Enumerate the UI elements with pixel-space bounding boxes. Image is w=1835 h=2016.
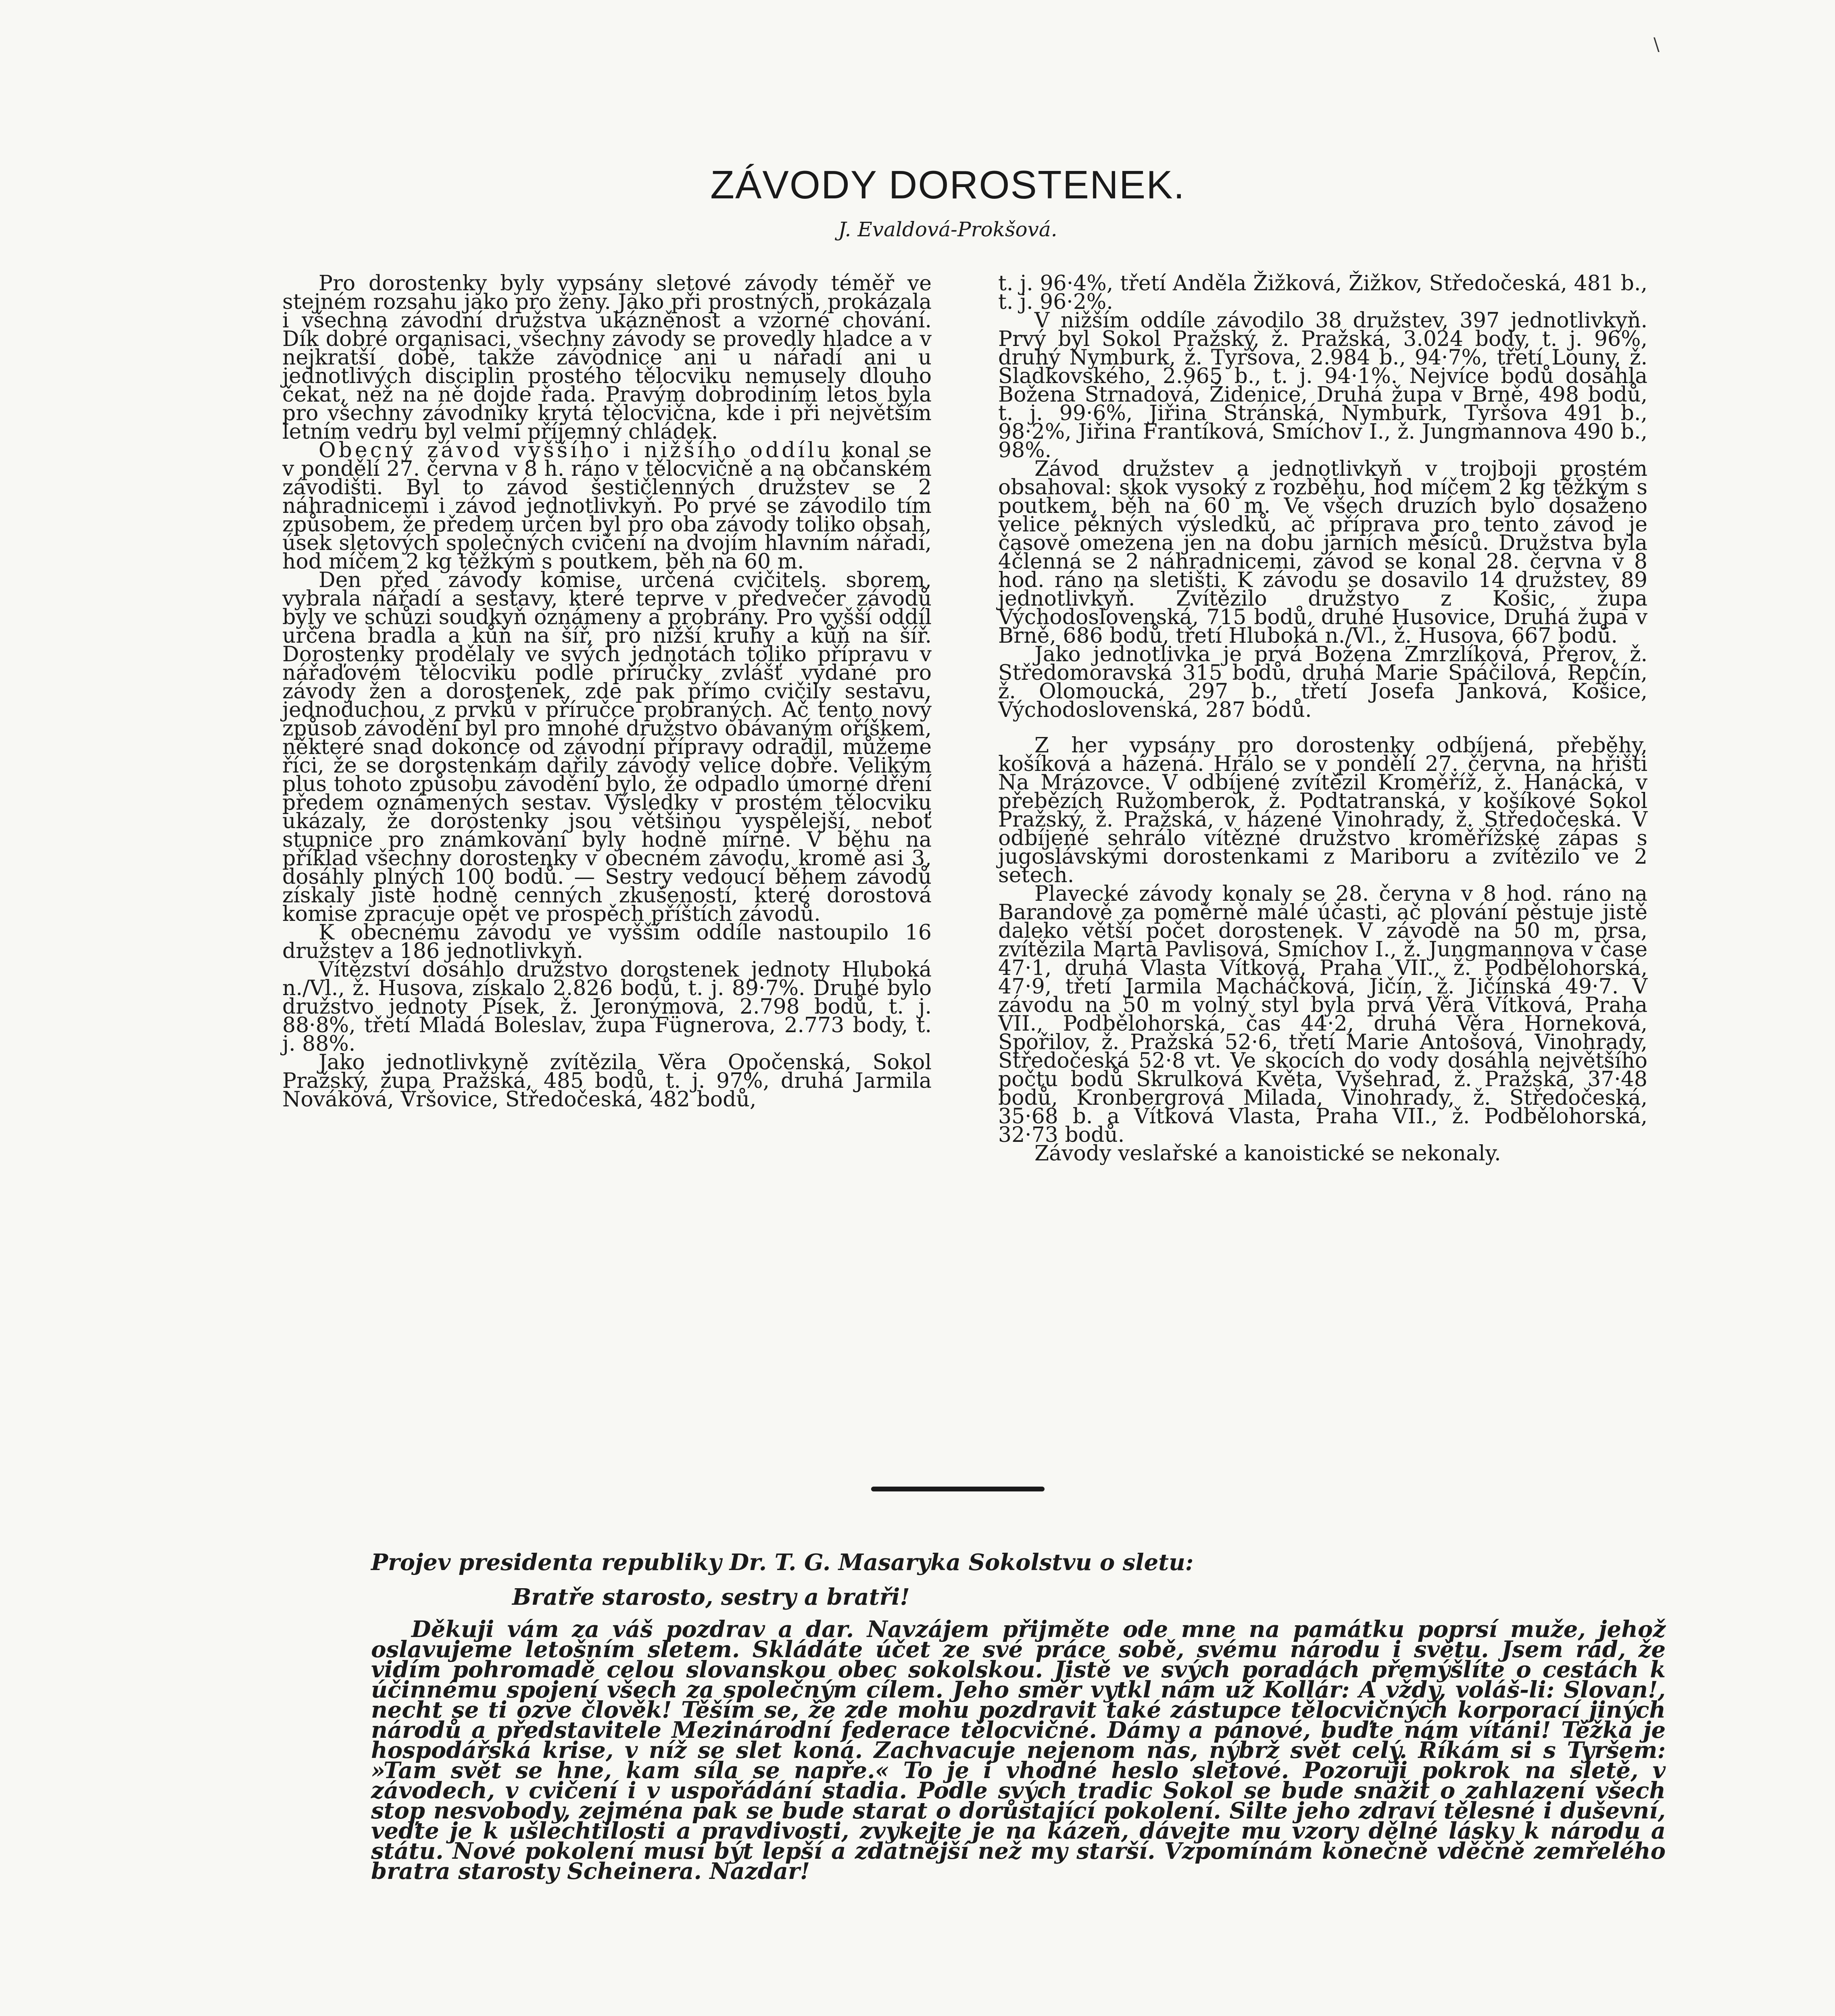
- paragraph: Závod družstev a jednotlivkyň v trojboji prostém obsahoval: skok vysoký z rozběhu, hod míčem 2 kg těžkým s poutkem, běh na 60 m. Ve všech druzích bylo dosaženo velice pěkných výsledků, ač příprava pro tento závod je časově omezena jen na dobu jarních měsíců. Družstva byla 4členná se 2 náhradnicemi, závod se konal 28. června v 8 hod. ráno na sletišti. K závodu se dosavilo 14 družstev, 89 jednotlivkyň. Zvítězilo družstvo z Košic, župa Východoslovenská, 715 bodů, druhé Husovice, Druhá župa v Brně, 686 bodů, třetí Hluboká n./Vl., ž. Husova, 667 bodů.: [998, 457, 1647, 648]
- paragraph: Pro dorostenky byly vypsány sletové závody téměř ve stejném rozsahu jako pro ženy. Jako při prostných, prokázala i všechna závodní družstva ukázněnost a vzorné chování. Dík dobré organisaci, všechny závody se provedly hladce a v nejkratší době, takže závodnice ani u nářadí ani u jednotlivých disciplin prostého tělocviku nemusely dlouho čekat, než na ně dojde řada. Pravým dobrodiním letos byla pro všechny závodníky krytá tělocvična, kde i při největším letním vedru byl velmi příjemný chládek.: [282, 271, 932, 444]
- speech-heading: Projev presidenta republiky Dr. T. G. Masaryka Sokolstvu o sletu:: [371, 1549, 1194, 1576]
- paragraph-rest: konal se v pondělí 27. června v 8 h. ráno v tělocvičně a na občanském závodišti. Byl to závod šestičlenných družstev se 2 náhradnicemi i závod jednotlivkyň. Po prvé se závodilo tím způsobem, že předem určen byl pro oba závody toliko obsah, úsek sletových společných cvičení na dvojím hlavním nářadí, hod míčem 2 kg těžkým s poutkem, běh na 60 m.: [282, 438, 932, 574]
- paragraph: Z her vypsány pro dorostenky odbíjená, přeběhy, košíková a házená. Hrálo se v pondělí 27. června, na hřišti Na Mrázovce. V odbíjené zvítězil Kroměříž, ž. Hanácká, v přebězích Ružomberok, ž. Podtatranská, v košíkové Sokol Pražský, ž. Pražská, v házené Vinohrady, ž. Středočeská. V odbíjené sehrálo vítězné družstvo kroměřížské zápas s jugoslávskými dorostenkami z Mariboru a zvítězilo ve 2 setech.: [998, 733, 1647, 887]
- left-column: [282, 271, 932, 1112]
- president-speech: [371, 1549, 1666, 1885]
- paragraph: Plavecké závody konaly se 28. června v 8 hod. ráno na Barandově za poměrně malé účasti, ač plování pěstuje jistě daleko větší počet dorostenek. V závodě na 50 m, prsa, zvítězila Marta Pavlisová, Smíchov I., ž. Jungmannova v čase 47·1, druhá Vlasta Vítková, Praha VII., ž. Podbělohorská, 47·9, třetí Jarmila Macháčková, Jičín, ž. Jičínská 49·7. V závodu na 50 m volný styl byla prvá Věra Vítková, Praha VII., Podbělohorská, čas 44·2, druhá Věra Horneková, Spořilov, ž. Pražská 52·6, třetí Marie Antošová, Vinohrady, Středočeská 52·8 vt. Ve skocích do vody dosáhla největšího počtu bodů Skrulková Květa, Vyšehrad, ž. Pražská, 37·48 bodů, Kronbergrová Milada, Vinohrady, ž. Středočeská, 35·68 b. a Vítková Vlasta, Praha VII., ž. Podbělohorská, 32·73 bodů.: [998, 882, 1647, 1147]
- paragraph: K obecnému závodu ve vyšším oddíle nastoupilo 16 družstev a 186 jednotlivkyň.: [282, 921, 932, 963]
- right-column: [998, 271, 1647, 1166]
- paragraph: Jako jednotlivka je prvá Božena Zmrzlíková, Přerov, ž. Středomoravská 315 bodů, druhá Marie Spáčilová, Řepčín, ž. Olomoucká, 297 b., třetí Josefa Janková, Košice, Východoslovenská, 287 bodů.: [998, 642, 1647, 722]
- spaced-lead: Obecný závod vyššího i nižšího oddílu: [319, 438, 834, 462]
- paragraph: Den před závody komise, určená cvičitels. sborem, vybrala nářadí a sestavy, které teprve v předvečer závodů byly ve schůzi soudkyň oznámeny a probrány. Pro vyšší oddíl určena bradla a kůň na šíř, pro nižší kruhy a kůň na šíř. Dorostenky prodělaly ve svých jednotách toliko přípravu v nářaďovém tělocviku podle příručky zvlášť vydané pro závody žen a dorostenek, zde pak přímo cvičily sestavu, jednoduchou, z prvků v příručce probraných. Ač tento nový způsob závodění byl pro mnohé družstvo obávaným oříškem, některé snad dokonce od závodní přípravy odradil, můžeme říci, že se dorostenkám dařily závody velice dobře. Velikým plus tohoto způsobu závodění bylo, že odpadlo úmorné dření předem oznámených sestav. Výsledky v prostém tělocviku ukázaly, že dorostenky jsou většinou vyspělejší, neboť stupnice pro známkování byly hodně mírné. V běhu na příklad všechny dorostenky v obecném závodu, kromě asi 3, dosáhly plných 100 bodů. — Sestry vedoucí během závodů získaly jistě hodně cenných zkušeností, které dorostová komise zpracuje opět ve prospěch příštích závodů.: [282, 568, 932, 926]
- paragraph: t. j. 96·4%, třetí Anděla Žižková, Žižkov, Středočeská, 481 b., t. j. 96·2%.: [998, 271, 1647, 314]
- section-divider: [871, 1487, 1045, 1491]
- paragraph: Závody veslařské a kanoistické se nekonaly.: [1034, 1141, 1501, 1166]
- article-title: ZÁVODY DOROSTENEK.: [710, 162, 1185, 207]
- paragraph: V nižším oddíle závodilo 38 družstev, 397 jednotlivkyň. Prvý byl Sokol Pražský, ž. Pražská, 3.024 body, t. j. 96%, druhý Nymburk, ž. Tyršova, 2.984 b., 94·7%, třetí Louny, ž. Sladkovského, 2.965 b., t. j. 94·1%. Nejvíce bodů dosáhla Božena Strnadová, Židenice, Druhá župa v Brně, 498 bodů, t. j. 99·6%, Jiřina Stránská, Nymburk, Tyršova 491 b., 98·2%, Jiřina Frantíková, Smíchov I., ž. Jungmannova 490 b., 98%.: [998, 308, 1647, 462]
- paragraph: Vítězství dosáhlo družstvo dorostenek jednoty Hluboká n./Vl., ž. Husova, získalo 2.826 bodů, t. j. 89·7%. Druhé bylo družstvo jednoty Písek, ž. Jeronýmova, 2.798 bodů, t. j. 88·8%, třetí Mladá Boleslav, župa Fügnerova, 2.773 body, t. j. 88%.: [282, 958, 932, 1056]
- speech-salutation: Bratře starosto, sestry a bratři!: [512, 1584, 910, 1610]
- speech-body: Děkuji vám za váš pozdrav a dar. Navzájem přijměte ode mne na památku poprsí muže, jehož oslavujeme letošním sletem. Skládáte účet ze své práce sobě, svému národu i světu. Jsem rád, že vidím pohromadě celou slovanskou obec sokolskou. Jistě ve svých poradách přemýšlíte o cestách k účinnému spojení všech za společným cílem. Jeho směr vytkl nám už Kollár: A vždy, voláš-li: Slovan!, necht se ti ozve člověk! Těším se, že zde mohu pozdravit také zástupce tělocvičných korporací jiných národů a představitele Mezinárodní federace tělocvičné. Dámy a pánové, buďte nám vítáni! Těžká je hospodářská krise, v níž se slet koná. Zachvacuje nejenom nás, nýbrž svět celý. Říkám si s Tyršem: »Tam svět se hne, kam síla se napře.« To je i vhodné heslo sletové. Pozoruji pokrok na sletě, v závodech, v cvičení i v uspořádání stadia. Podle svých tradic Sokol se bude snažit o zahlazení všech stop nesvobody, zejména pak se bude starat o dorůstající pokolení. Silte jeho zdraví tělesné i duševní, veďte je k ušlechtilosti a pravdivosti, zvykejte je na kázeň, dávejte mu vzory dělné lásky k národu a státu. Nové pokolení musí být lepší a zdatnější než my starší. Vzpomínám konečně vděčně zemřelého bratra starosty Scheinera. Nazdar!: [371, 1616, 1666, 1885]
- scan-mark: \: [1654, 34, 1660, 55]
- paragraph: Jako jednotlivkyně zvítězila Věra Opočenská, Sokol Pražský, župa Pražská, 485 bodů, t. j. 97%, druhá Jarmila Nováková, Vršovice, Středočeská, 482 bodů,: [282, 1050, 932, 1112]
- article-author: J. Evaldová-Prokšová.: [838, 218, 1057, 241]
- paragraph: [282, 438, 932, 574]
